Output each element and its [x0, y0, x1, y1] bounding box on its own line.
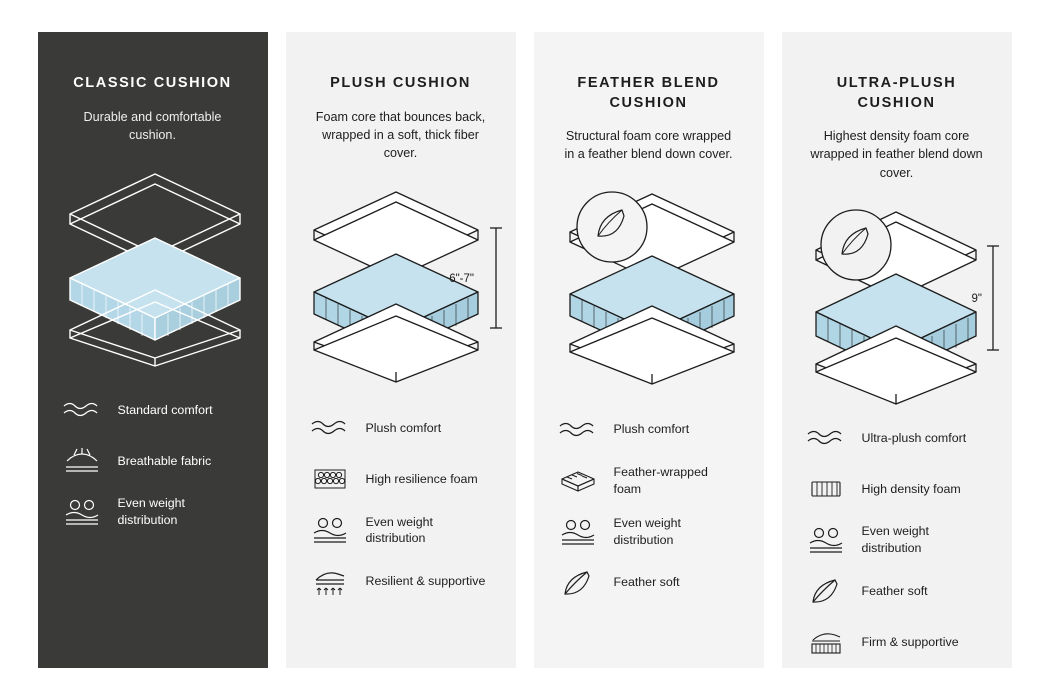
wave-lines-icon	[60, 393, 104, 427]
feather-icon	[804, 574, 848, 608]
list-item-label: Feather-wrapped foam	[613, 464, 708, 496]
page-title: PLUSH CUSHION	[330, 75, 471, 91]
list-item	[308, 462, 494, 496]
layer-stack-illustration	[556, 182, 756, 387]
dimension-label: 9"	[971, 292, 982, 305]
cushion-layer-diagram	[556, 182, 742, 397]
card-classic-cushion	[38, 32, 268, 668]
cushion-layer-diagram	[804, 200, 990, 405]
list-item-label: Plush comfort	[613, 422, 690, 437]
card-description: Structural foam core wrapped in a feather blend down cover.	[564, 129, 733, 162]
feature-list	[308, 411, 494, 598]
layer-stack-illustration	[804, 200, 1004, 405]
page-title: CLASSIC CUSHION	[73, 75, 232, 91]
list-item	[804, 472, 990, 506]
list-item-label: Firm & supportive	[861, 634, 959, 649]
card-description: Highest density foam core wrapped in feather blend down cover.	[810, 129, 983, 180]
list-item	[804, 625, 990, 659]
layer-stack-illustration	[60, 162, 250, 367]
card-description: Durable and comfortable cushion.	[83, 109, 222, 142]
list-item	[556, 464, 742, 498]
feature-list	[804, 421, 990, 659]
list-item-label: Even weight distribution	[861, 524, 930, 555]
even-weight-icon	[308, 513, 352, 547]
high-density-foam-icon	[804, 472, 848, 506]
cushion-layer-diagram	[60, 162, 246, 377]
list-item	[804, 523, 990, 557]
card-plush-cushion	[286, 32, 516, 668]
list-item-label: Ultra-plush comfort	[861, 430, 967, 445]
card-description: Foam core that bounces back, wrapped in a soft, thick fiber cover.	[315, 109, 486, 161]
even-weight-icon	[556, 515, 600, 549]
list-item-label: Even weight distribution	[613, 515, 682, 547]
layer-stack-illustration	[308, 180, 508, 385]
even-weight-icon	[804, 523, 848, 557]
wave-lines-icon	[804, 421, 848, 455]
list-item	[308, 411, 494, 445]
feather-wrapped-foam-icon	[556, 464, 600, 498]
feature-list	[60, 393, 246, 529]
list-item	[308, 564, 494, 598]
breathable-fabric-icon	[60, 444, 104, 478]
page-title: FEATHER BLEND CUSHION	[577, 75, 720, 111]
feature-list	[556, 413, 742, 600]
list-item	[60, 393, 246, 427]
list-item-label: Feather soft	[861, 583, 928, 598]
firm-support-icon	[804, 625, 848, 659]
list-item	[804, 574, 990, 608]
list-item-label: High density foam	[861, 481, 961, 496]
list-item-label: Even weight distribution	[117, 496, 186, 528]
feather-icon	[556, 566, 600, 600]
list-item-label: Plush comfort	[365, 420, 442, 435]
list-item-label: Standard comfort	[117, 402, 213, 417]
card-ultra-plush-cushion	[782, 32, 1012, 668]
cushion-layer-diagram	[308, 180, 494, 395]
wave-lines-icon	[556, 413, 600, 447]
list-item	[60, 444, 246, 478]
dimension-label: 6"-7"	[448, 273, 474, 286]
list-item	[556, 566, 742, 600]
list-item	[60, 495, 246, 529]
wave-lines-icon	[308, 411, 352, 445]
list-item-label: Resilient & supportive	[365, 573, 486, 588]
list-item-label: Even weight distribution	[365, 514, 434, 546]
page-title: ULTRA-PLUSH CUSHION	[836, 75, 957, 111]
list-item-label: Feather soft	[613, 575, 680, 590]
list-item-label: Breathable fabric	[117, 453, 212, 468]
card-feather-blend-cushion	[534, 32, 764, 668]
honeycomb-foam-icon	[308, 462, 352, 496]
list-item	[556, 413, 742, 447]
list-item	[804, 421, 990, 455]
list-item	[308, 513, 494, 547]
even-weight-icon	[60, 495, 104, 529]
list-item	[556, 515, 742, 549]
resilient-support-icon	[308, 564, 352, 598]
list-item-label: High resilience foam	[365, 471, 478, 486]
